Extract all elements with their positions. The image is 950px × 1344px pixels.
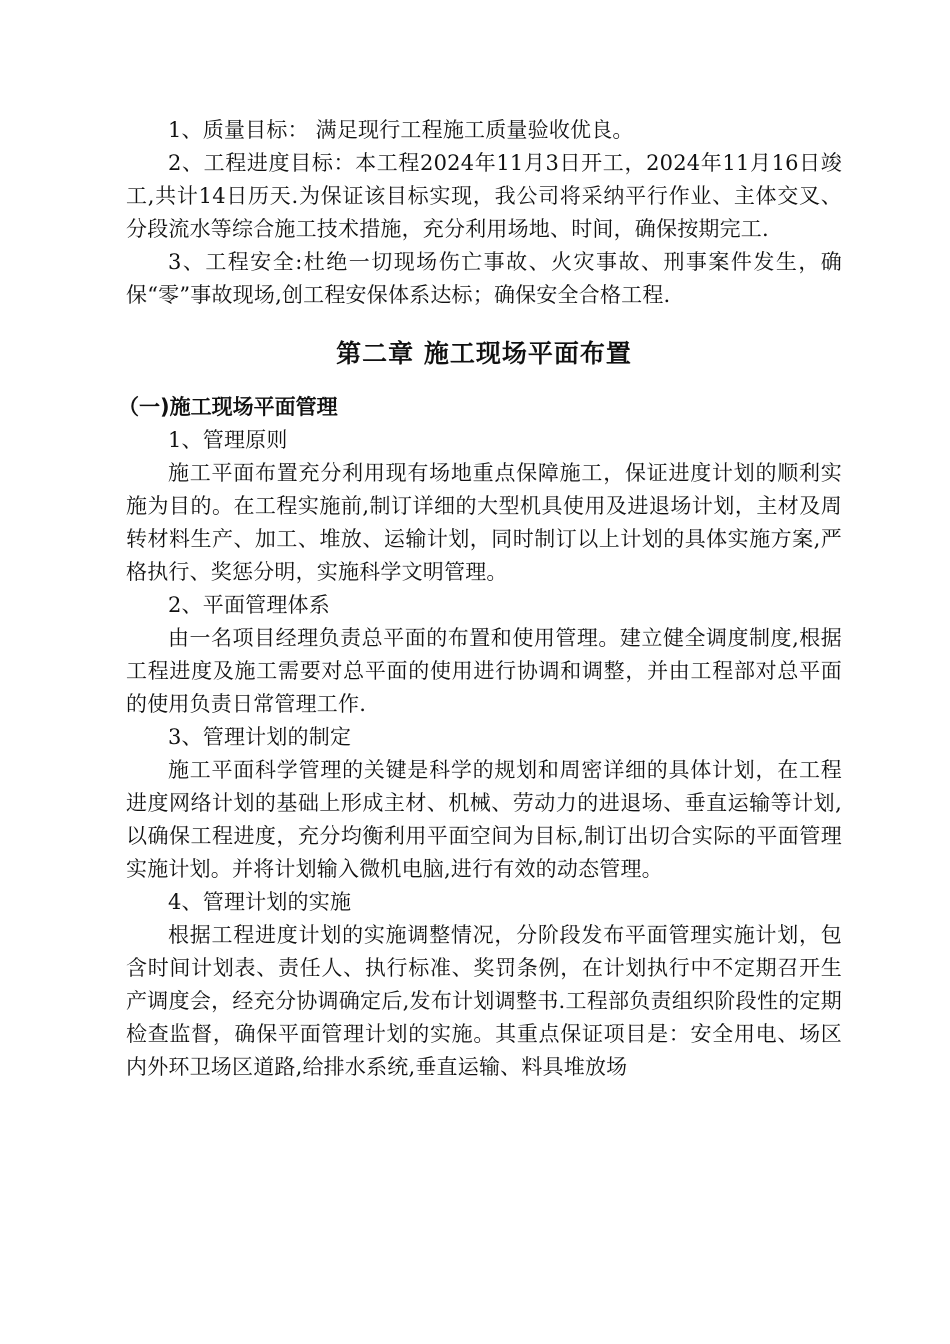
plan-formulation-paragraph: 施工平面科学管理的关键是科学的规划和周密详细的具体计划，在工程进度网络计划的基础上形成主材、机械、劳动力的进退场、垂直运输等计划,以确保工程进度，充分均衡利用平面空间为目标,制订出切合实际的平面管理实施计划。并将计划输入微机电脑,进行有效的动态管理。: [126, 758, 842, 881]
management-principle-paragraph: 施工平面布置充分利用现有场地重点保障施工，保证进度计划的顺利实施为目的。在工程实施前,制订详细的大型机具使用及进退场计划，主材及周转材料生产、加工、堆放、运输计划，同时制订以上计划的具体实施方案,严格执行、奖惩分明，实施科学文明管理。: [126, 461, 842, 584]
plan-formulation-heading: 3、管理计划的制定: [168, 725, 352, 749]
document-page: [118, 114, 842, 1084]
quality-goal-paragraph: 1、质量目标： 满足现行工程施工质量验收优良。: [168, 118, 634, 142]
plan-implementation-paragraph: 根据工程进度计划的实施调整情况，分阶段发布平面管理实施计划，包含时间计划表、责任人、执行标准、奖罚条例，在计划执行中不定期召开生产调度会，经充分协调确定后,发布计划调整书.工程部负责组织阶段性的定期检查监督，确保平面管理计划的实施。其重点保证项目是：安全用电、场区内外环卫场区道路,给排水系统,垂直运输、料具堆放场: [126, 923, 842, 1079]
management-principle-heading: 1、管理原则: [168, 428, 288, 452]
chapter-title: 第二章 施工现场平面布置: [336, 339, 632, 368]
management-system-paragraph: 由一名项目经理负责总平面的布置和使用管理。建立健全调度制度,根据工程进度及施工需要对总平面的使用进行协调和调整，并由工程部对总平面的使用负责日常管理工作.: [126, 626, 842, 716]
management-system-heading: 2、平面管理体系: [168, 593, 330, 617]
schedule-goal-paragraph: 2、工程进度目标：本工程2024年11月3日开工，2024年11月16日竣工,共计14日历天.为保证该目标实现，我公司将采纳平行作业、主体交叉、分段流水等综合施工技术措施，充分利用场地、时间，确保按期完工.: [126, 151, 842, 241]
section-title: （一)施工现场平面管理: [118, 395, 338, 419]
plan-implementation-heading: 4、管理计划的实施: [168, 890, 352, 914]
safety-goal-paragraph: 3、工程安全:杜绝一切现场伤亡事故、火灾事故、刑事案件发生，确保“零”事故现场,创工程安保体系达标；确保安全合格工程.: [126, 250, 842, 307]
